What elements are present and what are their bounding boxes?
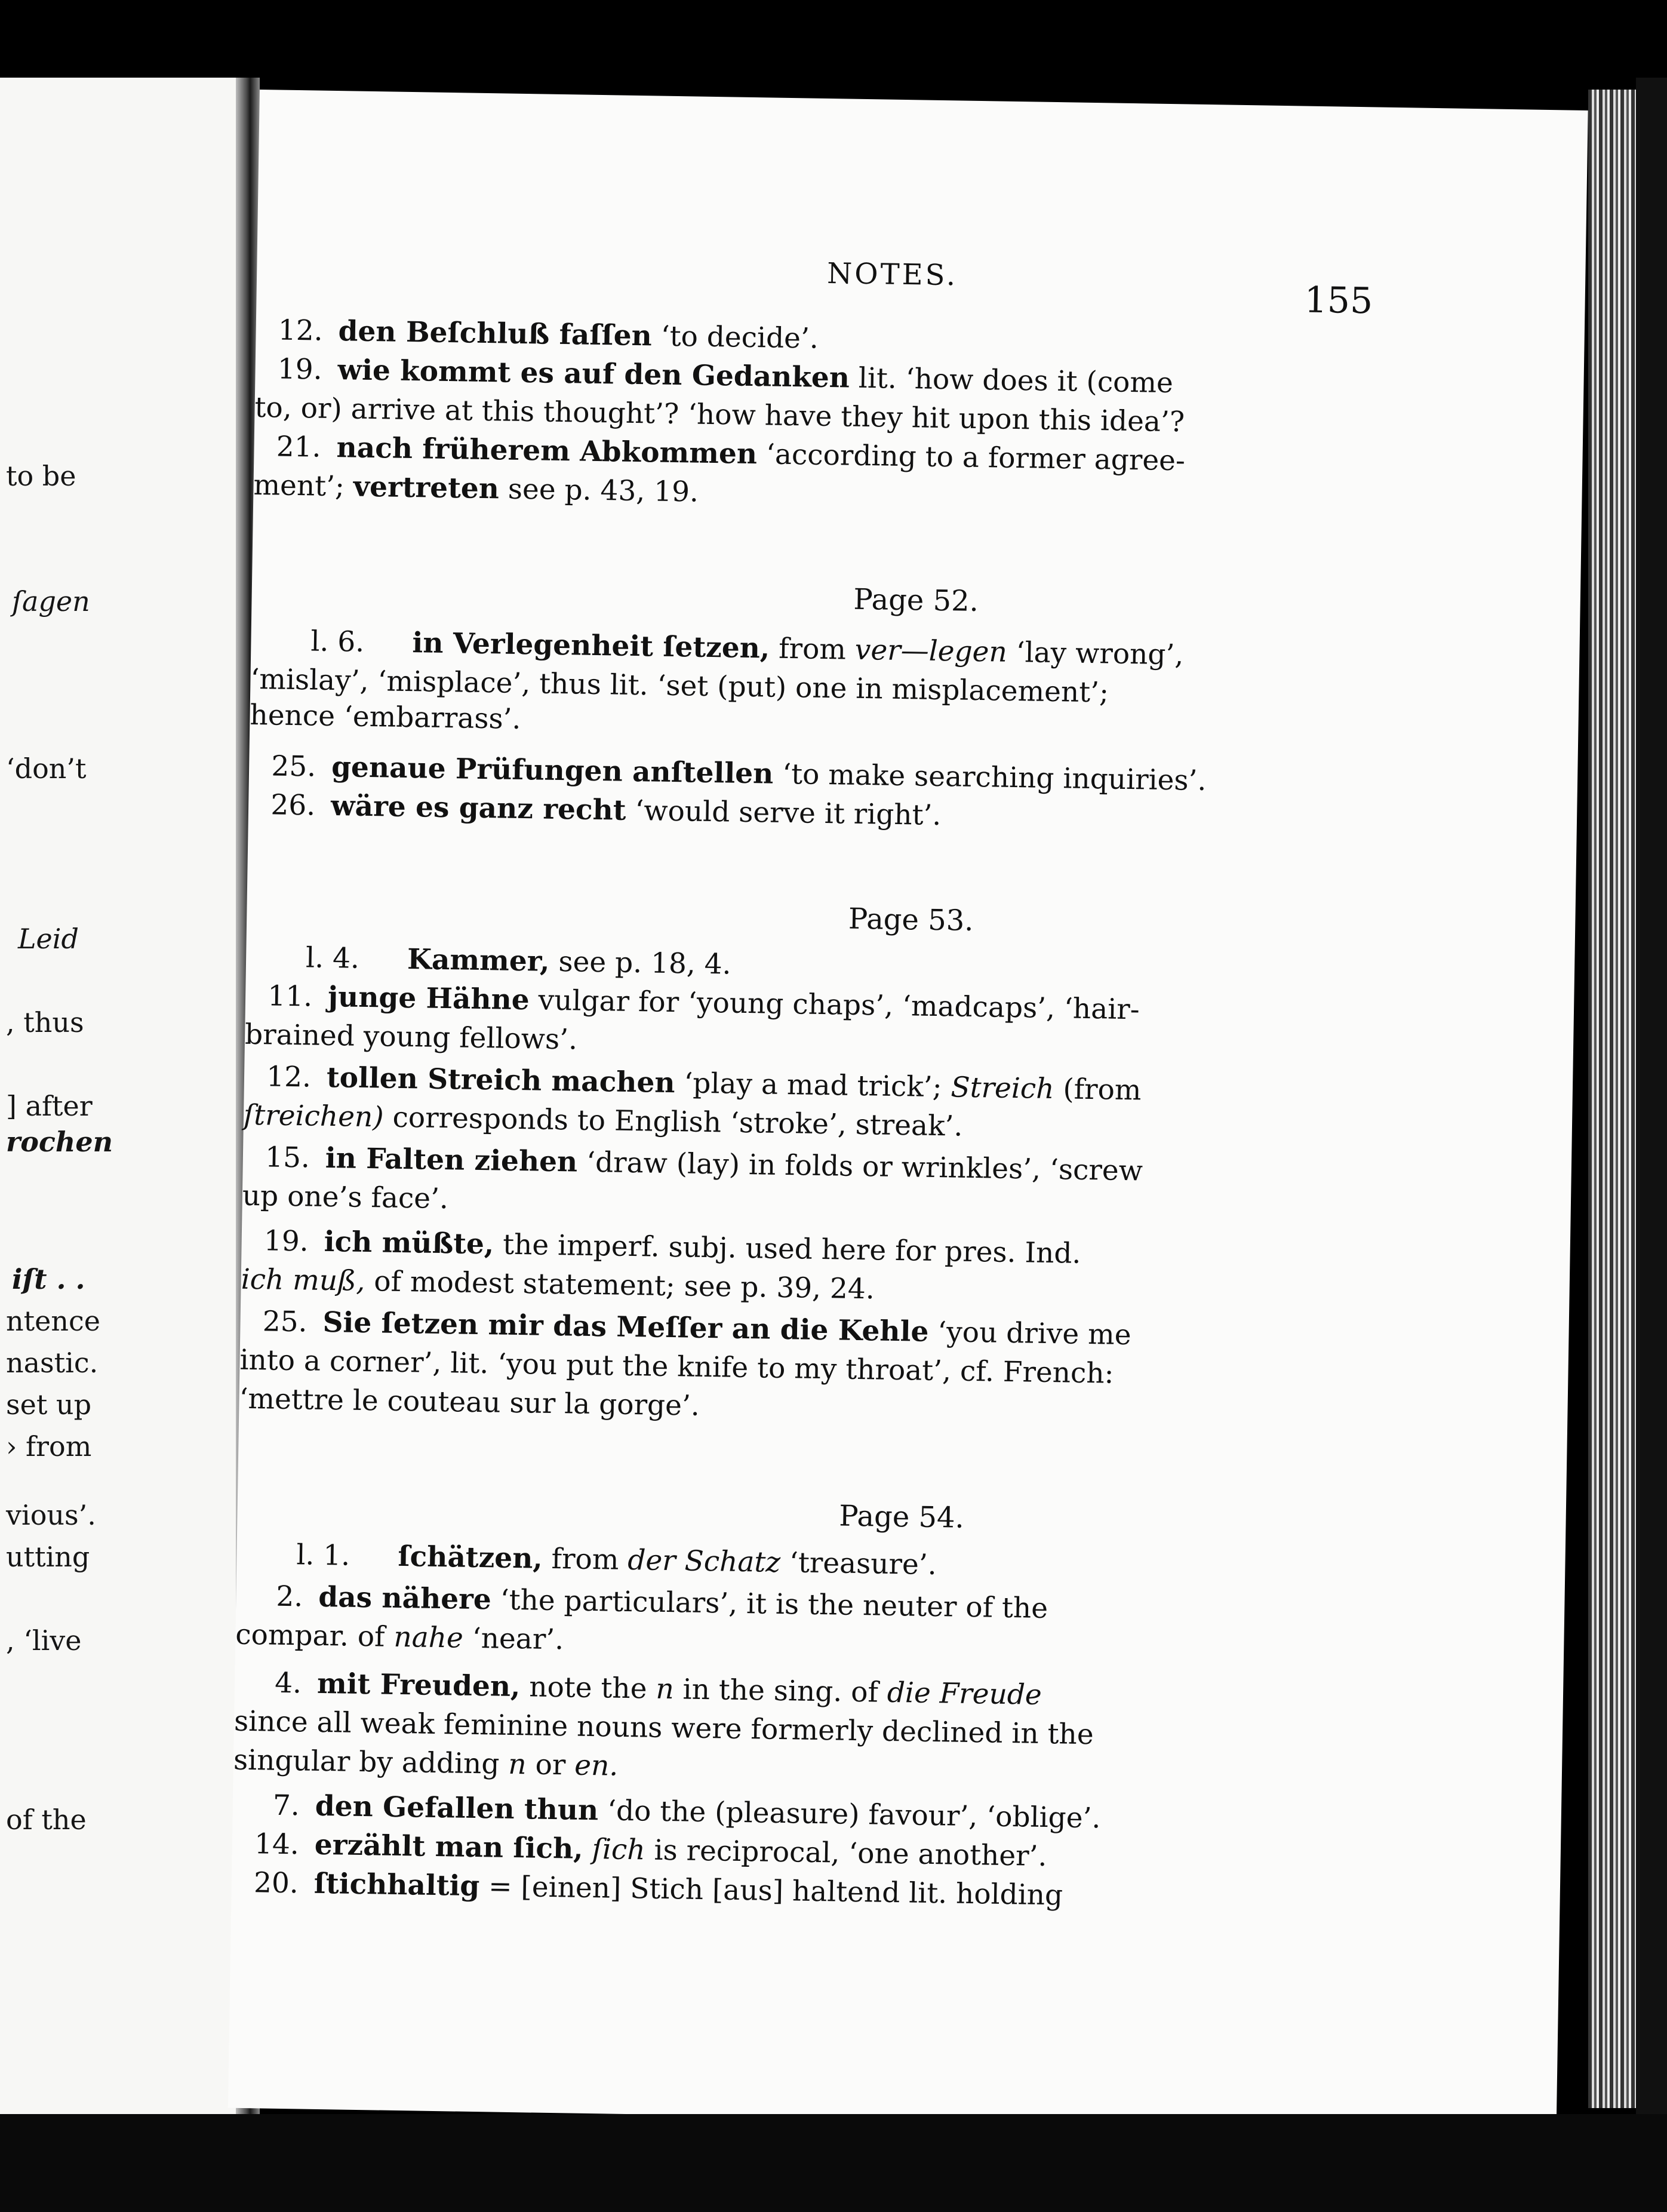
note-text: ment’; xyxy=(253,468,345,503)
note-headword: ſtichhaltig xyxy=(313,1867,480,1903)
note-text: lit. ‘how does it (come xyxy=(858,361,1174,400)
left-fragment: Leid xyxy=(18,923,79,955)
note-text: ‘do the (pleasure) favour’, ‘oblige’. xyxy=(607,1794,1101,1835)
note-number: 19. xyxy=(263,1224,309,1258)
left-fragment: utting xyxy=(6,1541,90,1573)
note-headword: vertreten xyxy=(353,470,500,506)
note-number: 11. xyxy=(267,979,313,1013)
note-headword: wie kommt es auf den Gedanken xyxy=(337,354,850,395)
scan-border-bottom xyxy=(0,2114,1667,2212)
german-word: Streich xyxy=(951,1071,1054,1106)
note-headword: ſchätzen, xyxy=(398,1540,543,1575)
note-text: from xyxy=(778,632,847,666)
note-number: 12. xyxy=(278,314,324,348)
left-fragment: set up xyxy=(6,1388,92,1421)
left-fragment: of the xyxy=(6,1804,87,1836)
note-headword: den Beſchluß faſſen xyxy=(338,315,653,353)
note-text: see p. 43, 19. xyxy=(508,472,699,509)
note-headword: das nähere xyxy=(318,1580,492,1617)
note-number: l. 6. xyxy=(310,625,365,659)
left-fragment: nastic. xyxy=(6,1347,99,1379)
note-text: brained young fellows’. xyxy=(244,1018,578,1056)
note-headword: erzählt man ſich, xyxy=(314,1828,584,1866)
note-headword: mit Freuden, xyxy=(316,1667,521,1704)
note-text: ‘the particulars’, it is the neuter of the xyxy=(500,1583,1048,1626)
note-headword: tollen Streich machen xyxy=(326,1061,675,1100)
note-text: ‘near’. xyxy=(472,1621,564,1657)
german-word: n xyxy=(656,1672,675,1706)
german-word: ſich xyxy=(592,1833,646,1867)
note-text: = [einen] Stich [aus] haltend lit. holding xyxy=(488,1870,1063,1912)
note-number: 19. xyxy=(277,352,323,386)
note-text: is reciprocal, ‘one another’. xyxy=(654,1833,1047,1873)
note-text: ‘mislay’, ‘misplace’, thus lit. ‘set (put) one in misplacement’; xyxy=(250,662,1109,709)
scan-border-top xyxy=(0,0,1667,78)
note-text: ‘treasure’. xyxy=(789,1546,937,1582)
german-word: ſtreichen) xyxy=(243,1098,385,1134)
note-number: 21. xyxy=(276,430,322,464)
note-headword: Kammer, xyxy=(407,943,550,978)
note-text: since all weak feminine nouns were formerly declined in the xyxy=(233,1704,1094,1752)
note-text: of modest statement; see p. 39, 24. xyxy=(373,1265,875,1306)
note-text: from xyxy=(551,1542,619,1577)
note-text: (from xyxy=(1063,1073,1142,1107)
note-number: l. 4. xyxy=(305,941,360,975)
left-fragment: › from xyxy=(6,1430,92,1463)
german-word: ich muß, xyxy=(241,1262,365,1298)
book-page xyxy=(228,90,1588,2129)
note-headword: ich müßte, xyxy=(324,1225,494,1261)
german-word: der Schatz xyxy=(627,1543,781,1579)
note-text: see p. 18, 4. xyxy=(558,945,732,981)
german-word: die Freude xyxy=(887,1676,1042,1712)
note-text: ‘you drive me xyxy=(937,1316,1131,1352)
note-text: vulgar for ‘young chaps’, ‘madcaps’, ‘hair- xyxy=(538,984,1140,1027)
page-edges xyxy=(1588,90,1636,2108)
scan-border-right xyxy=(1636,78,1667,2114)
left-fragment: , ‘live xyxy=(6,1624,82,1657)
left-fragment: rochen xyxy=(6,1126,113,1158)
note-headword: wäre es ganz recht xyxy=(330,789,626,827)
note-headword: nach früherem Abkommen xyxy=(336,431,758,471)
left-facing-page xyxy=(0,78,236,2114)
running-head: NOTES. xyxy=(826,256,958,293)
note-text: compar. of xyxy=(235,1618,385,1654)
note-text: the imperf. subj. used here for pres. Ind. xyxy=(502,1228,1081,1270)
left-fragment: iſt . . xyxy=(12,1263,85,1295)
note-text: singular by adding xyxy=(233,1743,500,1781)
note-text: ‘to make searching inquiries’. xyxy=(782,757,1207,798)
note-text: into a corner’, lit. ‘you put the knife to my throat’, cf. French: xyxy=(239,1343,1114,1390)
section-heading-page-52: Page 52. xyxy=(853,582,979,619)
note-text: ‘draw (lay) in folds or wrinkles’, ‘screw xyxy=(586,1145,1143,1188)
german-word: en. xyxy=(574,1749,619,1783)
left-fragment: vious’. xyxy=(6,1499,96,1531)
note-number: 15. xyxy=(264,1141,310,1175)
note-text: ‘lay wrong’, xyxy=(1016,636,1184,672)
note-text: ‘to decide’. xyxy=(660,319,819,355)
note-number: 14. xyxy=(254,1827,300,1861)
left-fragment: to be xyxy=(6,460,76,492)
note-headword: genaue Prüfungen anſtellen xyxy=(331,751,774,791)
note-headword: in Falten ziehen xyxy=(325,1141,578,1179)
german-word: n xyxy=(508,1747,527,1781)
note-headword: in Verlegenheit ſetzen, xyxy=(412,626,770,665)
left-fragment: ] after xyxy=(6,1090,93,1122)
note-number: l. 1. xyxy=(296,1538,350,1572)
note-text: hence ‘embarrass’. xyxy=(250,698,521,736)
note-number: 25. xyxy=(271,749,316,784)
german-word: ver—legen xyxy=(854,633,1008,669)
left-fragment: ‘don’t xyxy=(6,752,87,785)
note-text: ‘play a mad trick’; xyxy=(684,1067,942,1104)
note-headword: den Gefallen thun xyxy=(315,1789,599,1827)
note-number: 12. xyxy=(266,1060,312,1094)
note-text: corresponds to English ‘stroke’, streak’. xyxy=(392,1101,963,1143)
german-word: nahe xyxy=(393,1620,464,1655)
note-text: ‘would serve it right’. xyxy=(635,794,942,832)
left-fragment: , thus xyxy=(6,1006,84,1039)
note-number: 26. xyxy=(270,788,316,822)
note-text: in the sing. of xyxy=(682,1673,879,1709)
page-number: 155 xyxy=(1304,279,1373,322)
note-text: ‘according to a former agree- xyxy=(765,438,1186,478)
note-text: or xyxy=(535,1748,566,1782)
note-text: to, or) arrive at this thought’? ‘how have they hit upon this idea’? xyxy=(254,391,1185,439)
note-text: ‘mettre le couteau sur la gorge’. xyxy=(239,1382,700,1423)
note-text: note the xyxy=(528,1670,647,1706)
note-number: 7. xyxy=(272,1789,300,1823)
note-number: 4. xyxy=(274,1666,302,1700)
left-fragment: ſagen xyxy=(12,585,90,617)
note-number: 25. xyxy=(262,1305,308,1339)
left-fragment: ntence xyxy=(6,1305,100,1337)
section-heading-page-54: Page 54. xyxy=(838,1499,965,1535)
note-headword: Sie ſetzen mir das Meſſer an die Kehle xyxy=(322,1305,929,1348)
note-headword: junge Hähne xyxy=(327,980,530,1017)
note-number: 2. xyxy=(276,1580,303,1614)
section-heading-page-53: Page 53. xyxy=(848,902,974,938)
note-number: 20. xyxy=(253,1866,299,1900)
note-text: up one’s face’. xyxy=(242,1179,449,1216)
